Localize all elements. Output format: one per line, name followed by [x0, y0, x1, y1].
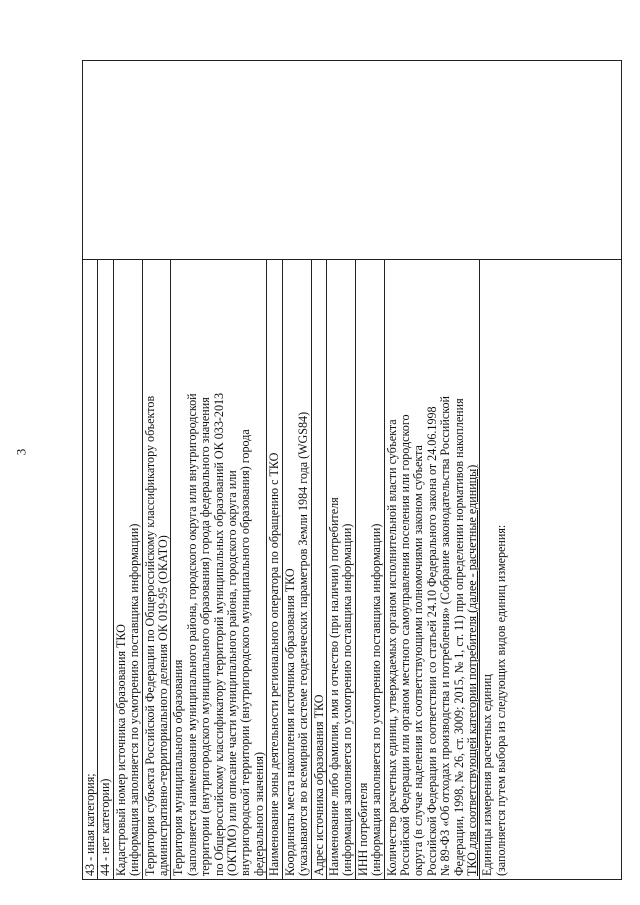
row-text: (ОКТМО) или описание части муниципального района, городского округа или [225, 470, 240, 876]
table-row [143, 260, 172, 879]
row-text: по Общероссийскому классификатору территорий муниципальных образований ОК 033-2013 [211, 392, 226, 876]
table-row [480, 260, 621, 879]
row-text: 44 - нет категории) [98, 778, 113, 876]
document-table [82, 60, 622, 880]
row-text: (указываются во всемирной системе геодезических параметров Земли 1984 года (WGS84) [296, 411, 311, 876]
row-text: территории (внутригородского муниципального образования) города федерального значения [198, 397, 213, 876]
row-text: федерального значения) [251, 751, 266, 876]
row-text: Наименование зоны деятельности регионального оператора по обращению с ТКО [267, 452, 282, 876]
row-text: Адрес источника образования ТКО [311, 694, 326, 876]
table-row [327, 260, 356, 879]
row-text: Количество расчетных единиц, утверждаемых органом исполнительной власти субъекта [384, 419, 399, 876]
row-text: (заполняется путем выбора из следующих видов единиц измерения: [493, 524, 508, 876]
page-number: 3 [13, 448, 29, 456]
row-text: Территория муниципального образования [171, 659, 186, 876]
row-text: (информация заполняется по усмотрению поставщика информации) [340, 523, 355, 876]
table-row [312, 260, 327, 879]
row-text: ТКО для соответствующей категории потребителя (далее - расчетные единицы) [464, 464, 479, 876]
table-row [283, 260, 312, 879]
table-row [98, 260, 113, 879]
row-text: Координаты места накопления источника образования ТКО [282, 568, 297, 876]
table-row [83, 260, 98, 879]
row-text: внутригородской территории (внутригородского муниципального образования) города [238, 429, 253, 876]
row-text: Российской Федерации или органом местного самоуправления поселения или городского [397, 414, 412, 876]
table-row [171, 260, 267, 879]
row-text: ИНН потребителя [355, 782, 370, 876]
field-column [83, 259, 621, 879]
row-text: Единицы измерения расчетных единиц [480, 674, 495, 876]
row-text: Территория субъекта Российской Федерации по Общероссийскому классификатору объектов [142, 395, 157, 876]
row-text: Российской Федерации в соответствии со статьей 24.10 Федерального закона от 24.06.1998 [424, 406, 439, 876]
table-row [267, 260, 282, 879]
row-text: 43 - иная категория; [83, 773, 97, 876]
row-text: округа (в случае наделения их соответствующими полномочиями законом субъекта [411, 445, 426, 876]
table-row [356, 260, 385, 879]
row-text: (информация заполняется по усмотрению поставщика информации) [369, 523, 384, 876]
empty-column [83, 61, 621, 259]
row-text: Кадастровый номер источника образования ТКО [113, 624, 128, 876]
row-text: № 89-ФЗ «Об отходах производства и потребления» (Собрание законодательства Российской [438, 395, 453, 876]
row-text: (заполняется наименование муниципального района, городского округа или внутригородской [184, 393, 199, 876]
row-text: Федерации, 1998, № 26, ст. 3009; 2015, № 1, ст. 11) при определении нормативов накопления [451, 398, 466, 876]
table-row [114, 260, 143, 879]
row-text: (информация заполняется по усмотрению поставщика информации) [127, 523, 142, 876]
table-row [385, 260, 481, 879]
row-text: административно-территориального деления ОК 019-95 (ОКАТО) [156, 535, 171, 876]
row-text: Наименование либо фамилия, имя и отчество (при наличии) потребителя [326, 497, 341, 876]
